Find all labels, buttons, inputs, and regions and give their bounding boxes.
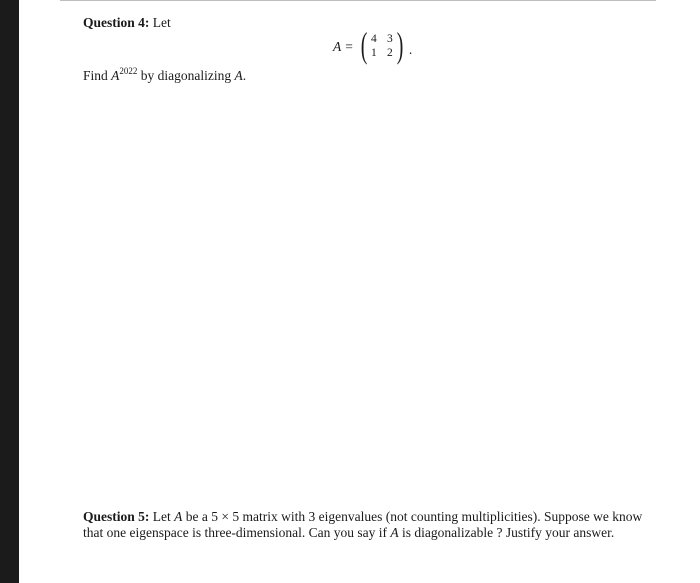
find-var-2: A — [234, 68, 243, 83]
question-4-label: Question 4: — [83, 15, 150, 30]
find-prefix: Find — [83, 68, 108, 83]
question-5 — [83, 509, 673, 541]
question-5-line-2 — [83, 525, 673, 541]
top-divider — [60, 0, 656, 1]
find-middle: by diagonalizing — [140, 68, 232, 83]
q5-text-a: Let — [152, 509, 171, 524]
left-edge-bar — [0, 0, 19, 583]
question-5-line-1 — [83, 509, 673, 525]
question-4-task — [83, 68, 246, 84]
q5-text-d: that one eigenspace is three-dimensional. Can you say if — [83, 525, 388, 540]
matrix-entry: 4 — [371, 33, 377, 45]
right-paren: ) — [396, 25, 404, 65]
left-paren: ( — [360, 25, 368, 65]
matrix-equation — [333, 25, 413, 65]
matrix-entry: 3 — [387, 33, 393, 45]
q5-text-e: is diagonalizable ? Justify your answer. — [402, 525, 615, 540]
equals-sign: = — [345, 39, 353, 54]
find-var: A — [111, 68, 120, 83]
q5-text-c: matrix with 3 eigenvalues (not counting multiplicities). Suppose we know — [242, 509, 643, 524]
matrix-a — [368, 33, 396, 61]
q5-var-2: A — [390, 525, 399, 540]
q5-dimension: 5 × 5 — [211, 509, 240, 524]
question-4-intro: Let — [152, 15, 171, 30]
find-end: . — [242, 68, 247, 83]
equation-lhs: A — [333, 39, 342, 54]
q5-var: A — [174, 509, 183, 524]
matrix-entry: 1 — [371, 47, 377, 59]
question-4-heading — [83, 15, 171, 31]
matrix-entry: 2 — [387, 47, 393, 59]
question-5-label: Question 5: — [83, 509, 150, 524]
equation-period: . — [408, 42, 413, 57]
find-exponent: 2022 — [119, 66, 138, 76]
q5-text-b: be a — [185, 509, 208, 524]
